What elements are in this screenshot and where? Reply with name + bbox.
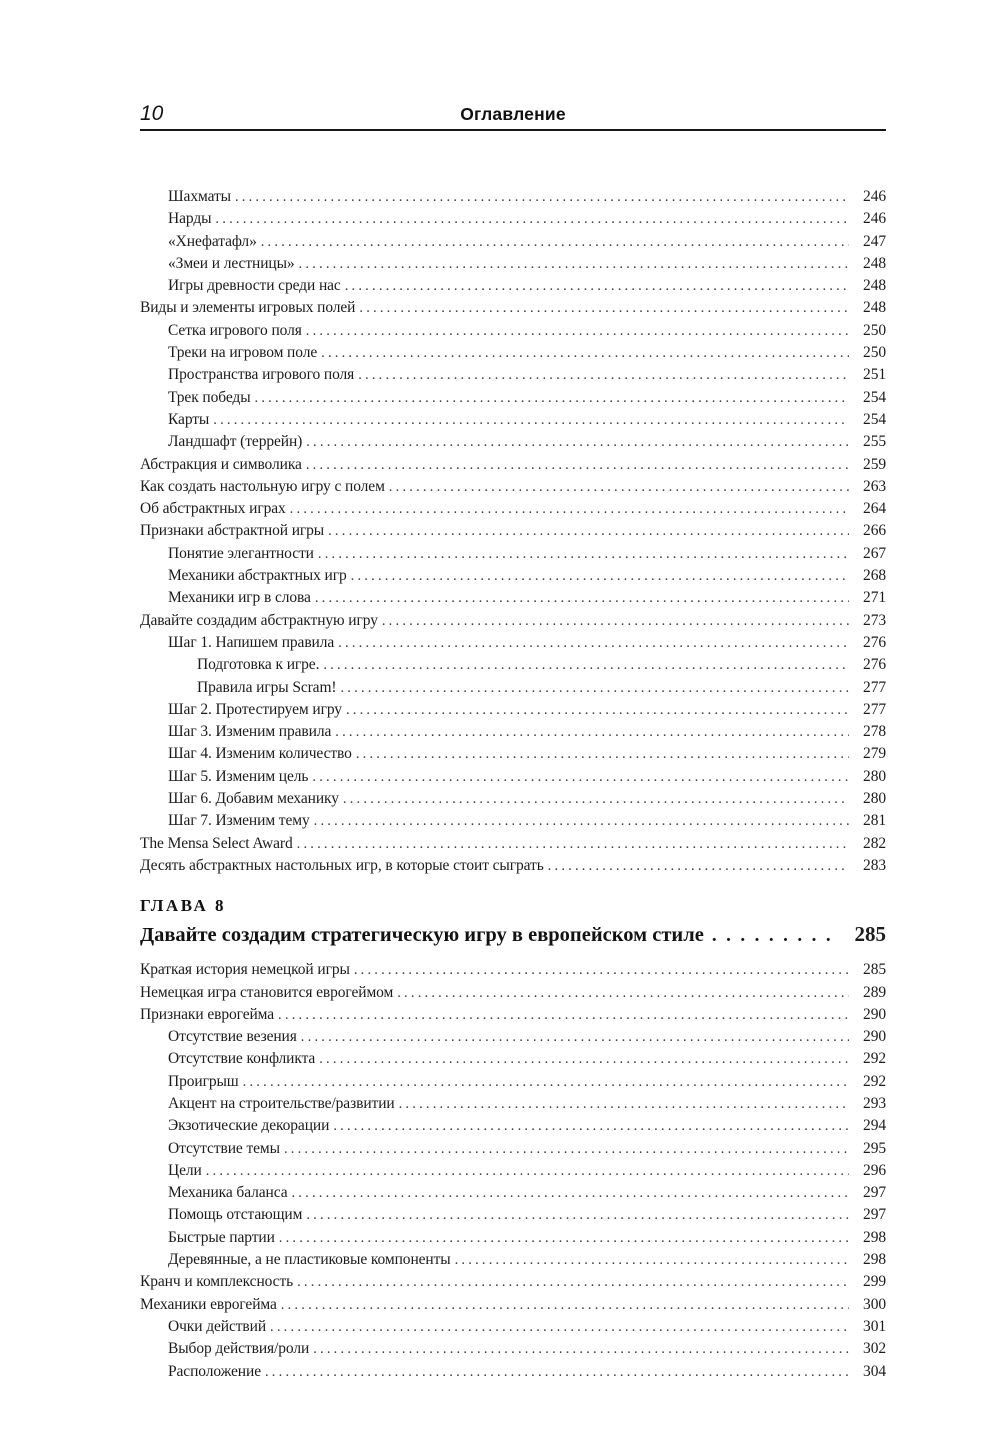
toc-entry-page-number: 251 (863, 366, 886, 384)
toc-entry (140, 855, 886, 877)
leader-dots (243, 1071, 849, 1093)
toc-entry (140, 982, 886, 1004)
toc-entry (140, 699, 886, 721)
toc-entry-label: Экзотические декорации (168, 1117, 330, 1135)
toc-entry-label: Цели (168, 1161, 202, 1179)
page-title: Оглавление (460, 104, 566, 124)
toc-entry (140, 253, 886, 275)
chapter-title-row (140, 919, 886, 951)
leader-dots (382, 610, 849, 632)
toc-entry-label: Помощь отстающим (168, 1206, 303, 1224)
toc-entry (140, 721, 886, 743)
toc-entry-page-number: 255 (863, 433, 886, 451)
toc-entry-label: Давайте создадим абстрактную игру (140, 611, 378, 629)
toc-entry-label: Понятие элегантности (168, 544, 314, 562)
toc-entry-page-number: 300 (863, 1295, 886, 1313)
leader-dots (279, 1227, 849, 1249)
toc-section-eurogame (140, 959, 886, 1383)
chapter-title: Давайте создадим стратегическую игру в европейском стиле (140, 924, 704, 947)
toc-entry (140, 743, 886, 765)
toc-entry (140, 1361, 886, 1383)
leader-dots (315, 587, 849, 609)
toc-entry-page-number: 280 (863, 790, 886, 808)
toc-entry-label: Деревянные, а не пластиковые компоненты (168, 1251, 451, 1269)
toc-entry-label: Как создать настольную игру с полем (140, 477, 385, 495)
toc-entry-page-number: 296 (863, 1161, 886, 1179)
running-head (140, 0, 886, 131)
toc-entry (140, 387, 886, 409)
leader-dots (265, 1361, 849, 1383)
toc-entry-page-number: 290 (863, 1005, 886, 1023)
toc-entry (140, 810, 886, 832)
leader-dots (359, 297, 849, 319)
toc-entry-page-number: 292 (863, 1072, 886, 1090)
toc-entry-page-number: 294 (863, 1117, 886, 1135)
toc-entry-label: Карты (168, 410, 210, 428)
leader-dots (306, 431, 849, 453)
toc-entry-page-number: 290 (863, 1028, 886, 1046)
toc-entry-page-number: 277 (863, 678, 886, 696)
toc-entry (140, 476, 886, 498)
toc-entry-label: Десять абстрактных настольных игр, в которые стоит сыграть (140, 856, 544, 874)
toc-entry-page-number: 292 (863, 1050, 886, 1068)
leader-dots (343, 788, 849, 810)
toc-entry-label: «Змеи и лестницы» (168, 254, 295, 272)
toc-entry (140, 788, 886, 810)
toc-entry (140, 342, 886, 364)
toc-entry-page-number: 248 (863, 254, 886, 272)
toc-entry-page-number: 278 (863, 723, 886, 741)
toc-entry-page-number: 250 (863, 344, 886, 362)
table-of-contents (140, 186, 886, 1383)
toc-entry-page-number: 267 (863, 544, 886, 562)
toc-entry-label: Выбор действия/роли (168, 1340, 310, 1358)
toc-entry (140, 1048, 886, 1070)
leader-dots (255, 387, 849, 409)
toc-entry-page-number: 248 (863, 277, 886, 295)
toc-entry (140, 498, 886, 520)
toc-entry-page-number: 285 (863, 961, 886, 979)
toc-entry-page-number: 298 (863, 1228, 886, 1246)
toc-entry-page-number: 248 (863, 299, 886, 317)
leader-dots (299, 253, 849, 275)
chapter-page-number: 285 (854, 922, 886, 947)
leader-dots (335, 721, 849, 743)
toc-entry (140, 1294, 886, 1316)
toc-entry-label: Шаг 7. Изменим тему (168, 812, 310, 830)
toc-entry-page-number: 271 (863, 589, 886, 607)
toc-entry-label: Нарды (168, 210, 212, 228)
toc-entry-page-number: 250 (863, 321, 886, 339)
leader-dots (351, 565, 849, 587)
toc-entry-label: Шаг 3. Изменим правила (168, 723, 332, 741)
leader-dots (306, 320, 849, 342)
toc-entry (140, 431, 886, 453)
toc-entry-page-number: 293 (863, 1094, 886, 1112)
toc-entry-label: Признаки абстрактной игры (140, 522, 325, 540)
toc-entry (140, 1093, 886, 1115)
leader-dots (313, 1338, 849, 1360)
leader-dots (297, 833, 849, 855)
leader-dots (270, 1316, 849, 1338)
toc-entry-page-number: 254 (863, 410, 886, 428)
leader-dots (261, 231, 849, 253)
toc-entry-label: Отсутствие везения (168, 1028, 297, 1046)
toc-entry (140, 275, 886, 297)
toc-entry-page-number: 304 (863, 1362, 886, 1380)
toc-entry (140, 1182, 886, 1204)
toc-entry-page-number: 264 (863, 500, 886, 518)
toc-entry-page-number: 297 (863, 1184, 886, 1202)
toc-entry (140, 186, 886, 208)
toc-entry (140, 1160, 886, 1182)
leader-dots (213, 409, 849, 431)
toc-entry (140, 1115, 886, 1137)
leader-dots (312, 766, 849, 788)
toc-entry (140, 1338, 886, 1360)
toc-entry-page-number: 301 (863, 1317, 886, 1335)
leader-dots (284, 1138, 849, 1160)
toc-entry (140, 1249, 886, 1271)
toc-entry (140, 959, 886, 981)
toc-entry-page-number: 276 (863, 633, 886, 651)
toc-entry (140, 654, 886, 676)
leader-dots (328, 520, 849, 542)
toc-entry (140, 454, 886, 476)
toc-entry-page-number: 254 (863, 388, 886, 406)
leader-dots (397, 982, 849, 1004)
leader-dots (358, 364, 849, 386)
toc-entry-label: Акцент на строительстве/развитии (168, 1094, 395, 1112)
toc-entry-label: Шахматы (168, 188, 231, 205)
leader-dots (281, 1294, 849, 1316)
toc-entry-page-number: 259 (863, 455, 886, 473)
toc-entry-page-number: 246 (863, 210, 886, 228)
toc-entry-page-number: 277 (863, 700, 886, 718)
leader-dots (323, 654, 849, 676)
toc-entry-page-number: 298 (863, 1251, 886, 1269)
toc-entry (140, 543, 886, 565)
toc-entry-page-number: 279 (863, 745, 886, 763)
toc-entry-label: Шаг 5. Изменим цель (168, 767, 309, 785)
toc-entry-label: Виды и элементы игровых полей (140, 299, 356, 317)
toc-entry-label: Признаки еврогейма (140, 1005, 275, 1023)
toc-entry-label: Механики игр в слова (168, 589, 311, 607)
toc-entry (140, 587, 886, 609)
leader-dots (356, 743, 849, 765)
leader-dots (399, 1093, 849, 1115)
toc-entry-page-number: 273 (863, 611, 886, 629)
chapter-kicker: ГЛАВА 8 (140, 896, 226, 916)
toc-entry-label: Отсутствие темы (168, 1139, 280, 1157)
leader-dots (338, 632, 849, 654)
toc-entry (140, 833, 886, 855)
toc-entry-page-number: 268 (863, 567, 886, 585)
toc-entry-page-number: 246 (863, 188, 886, 205)
toc-entry (140, 409, 886, 431)
toc-entry (140, 364, 886, 386)
leader-dots (333, 1115, 849, 1137)
toc-entry-label: Механики еврогейма (140, 1295, 277, 1313)
toc-entry-label: Немецкая игра становится еврогеймом (140, 983, 394, 1001)
leader-dots (291, 1182, 849, 1204)
leader-dots (301, 1026, 849, 1048)
toc-entry (140, 677, 886, 699)
toc-entry-label: Очки действий (168, 1317, 267, 1335)
toc-entry-page-number: 266 (863, 522, 886, 540)
toc-entry-label: Механики абстрактных игр (168, 567, 347, 585)
leader-dots (306, 454, 849, 476)
leader-dots (548, 855, 849, 877)
toc-entry (140, 766, 886, 788)
leader-dots (235, 186, 849, 208)
toc-entry-page-number: 297 (863, 1206, 886, 1224)
toc-entry (140, 297, 886, 319)
leader-dots (319, 1048, 849, 1070)
toc-entry-label: Шаг 6. Добавим механику (168, 790, 339, 808)
leader-dots (346, 699, 849, 721)
toc-entry-page-number: 276 (863, 656, 886, 674)
toc-entry-label: Шаг 4. Изменим количество (168, 745, 352, 763)
leader-dots (345, 275, 849, 297)
toc-entry-page-number: 289 (863, 983, 886, 1001)
toc-entry (140, 1026, 886, 1048)
toc-entry-label: Ландшафт (террейн) (168, 433, 303, 451)
toc-entry (140, 320, 886, 342)
toc-entry-page-number: 302 (863, 1340, 886, 1358)
leader-dots (318, 543, 849, 565)
toc-entry-label: Подготовка к игре. (197, 656, 320, 674)
toc-entry-label: Абстракция и символика (140, 455, 302, 473)
leader-dots (290, 498, 849, 520)
toc-entry (140, 565, 886, 587)
toc-entry-label: «Хнефатафл» (168, 232, 257, 250)
toc-entry (140, 1271, 886, 1293)
toc-entry (140, 1316, 886, 1338)
leader-dots (712, 920, 832, 951)
toc-entry-page-number: 280 (863, 767, 886, 785)
toc-entry-label: Кранч и комплексность (140, 1273, 294, 1291)
toc-entry-page-number: 299 (863, 1273, 886, 1291)
toc-entry-label: Отсутствие конфликта (168, 1050, 316, 1068)
toc-entry-label: Пространства игрового поля (168, 366, 355, 384)
toc-entry (140, 1138, 886, 1160)
toc-entry-label: Игры древности среди нас (168, 277, 341, 295)
toc-entry-page-number: 283 (863, 856, 886, 874)
leader-dots (297, 1271, 849, 1293)
toc-entry-label: Быстрые партии (168, 1228, 275, 1246)
toc-entry-label: Механика баланса (168, 1184, 288, 1202)
leader-dots (206, 1160, 849, 1182)
toc-entry (140, 208, 886, 230)
leader-dots (389, 476, 849, 498)
chapter-heading-block (140, 893, 886, 951)
toc-entry (140, 1204, 886, 1226)
toc-entry-label: Трек победы (168, 388, 251, 406)
leader-dots (340, 677, 849, 699)
leader-dots (314, 810, 849, 832)
leader-dots (278, 1004, 849, 1026)
toc-entry-page-number: 281 (863, 812, 886, 830)
toc-entry (140, 520, 886, 542)
page-number: 10 (140, 102, 164, 125)
toc-entry (140, 1227, 886, 1249)
toc-entry-label: The Mensa Select Award (140, 834, 293, 852)
toc-entry-label: Правила игры Scram! (197, 678, 337, 696)
toc-entry-page-number: 282 (863, 834, 886, 852)
leader-dots (215, 208, 849, 230)
toc-entry-label: Сетка игрового поля (168, 321, 302, 339)
leader-dots (455, 1249, 849, 1271)
toc-entry (140, 1071, 886, 1093)
leader-dots (354, 959, 849, 981)
toc-entry (140, 1004, 886, 1026)
toc-entry-page-number: 295 (863, 1139, 886, 1157)
toc-entry-label: Расположение (168, 1362, 261, 1380)
toc-entry-label: Проигрыш (168, 1072, 239, 1090)
leader-dots (321, 342, 849, 364)
toc-entry-label: Шаг 2. Протестируем игру (168, 700, 342, 718)
toc-entry-label: Треки на игровом поле (168, 344, 318, 362)
toc-section-abstract-games (140, 186, 886, 877)
toc-entry (140, 632, 886, 654)
toc-entry-label: Шаг 1. Напишем правила (168, 633, 335, 651)
toc-entry-page-number: 247 (863, 232, 886, 250)
leader-dots (306, 1204, 849, 1226)
toc-entry (140, 231, 886, 253)
toc-entry (140, 610, 886, 632)
toc-entry-label: Краткая история немецкой игры (140, 961, 350, 979)
toc-entry-page-number: 263 (863, 477, 886, 495)
toc-entry-label: Об абстрактных играх (140, 500, 286, 518)
